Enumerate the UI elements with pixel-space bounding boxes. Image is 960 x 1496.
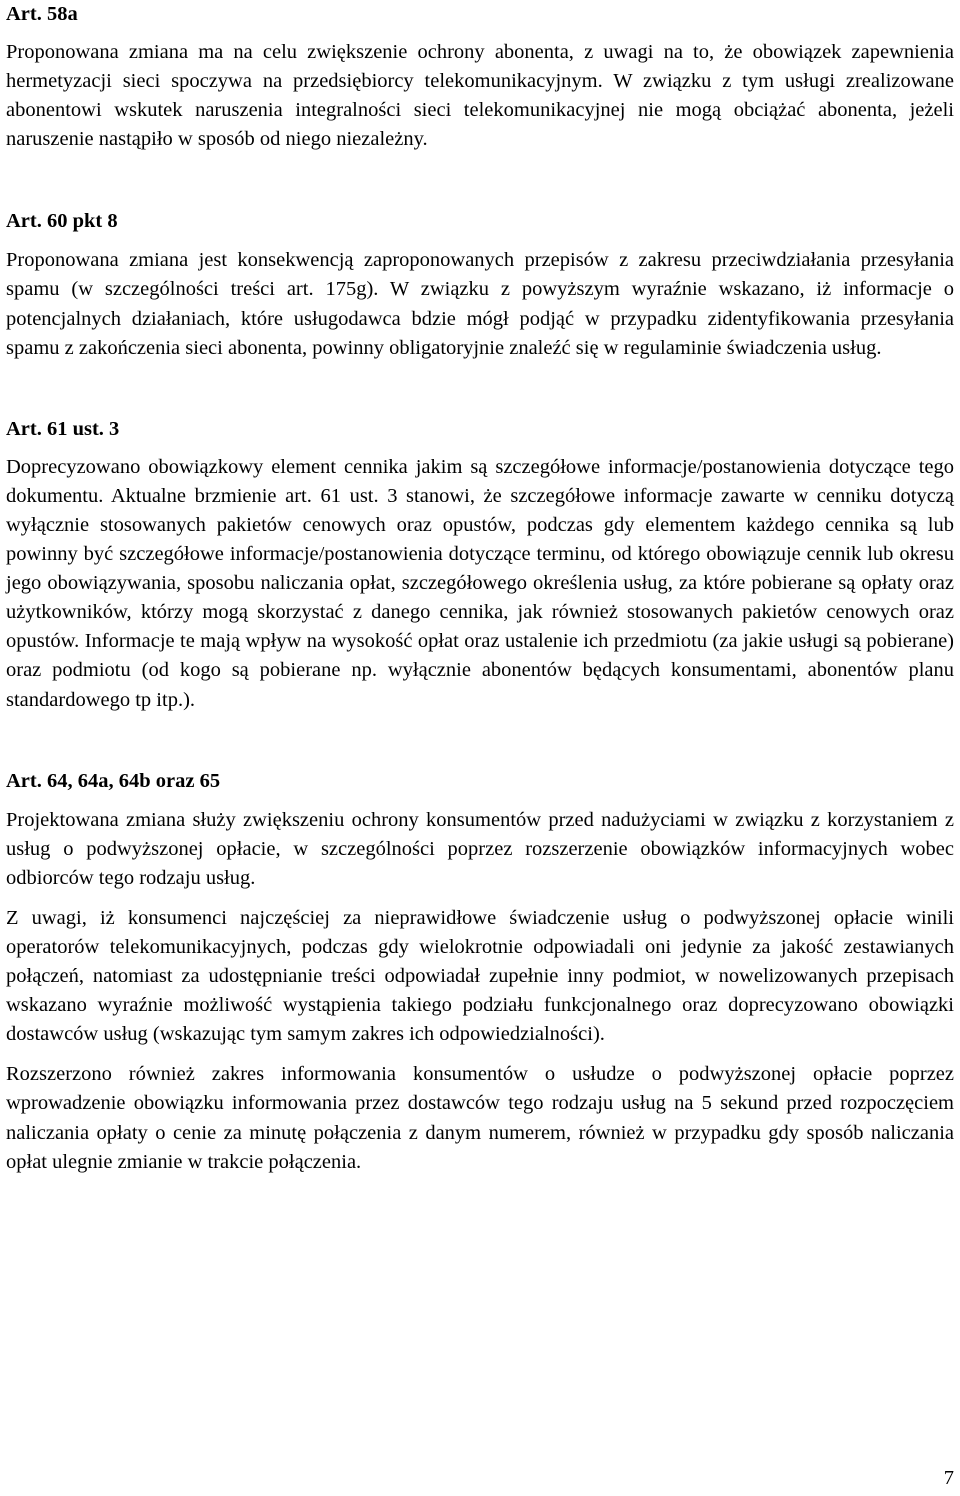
section-paragraph: Proponowana zmiana ma na celu zwiększenie ochrony abonenta, z uwagi na to, że obowiązek zapewnienia hermetyzacji sieci spoczywa na przedsiębiorcy telekomunikacyjnym. W związku z tym usługi zrealizowane abonentowi wskutek naruszenia integralności sieci telekomunikacyjnej nie mogą obciążać abonenta, jeżeli naruszenie nastąpiło w sposób od niego niezależny.: [6, 41, 954, 151]
section-heading-art-58a: Art. 58a: [6, 3, 78, 25]
section-paragraph: Z uwagi, iż konsumenci najczęściej za nieprawidłowe świadczenie usług o podwyższonej opłacie winili operatorów telekomunikacyjnych, podczas gdy wielokrotnie odpowiadali oni jedynie za jakość zestawianych połączeń, natomiast za udostępnianie treści odpowiadał zupełnie inny podmiot, w nowelizowanych przepisach wskazano wyraźnie możliwość wystąpienia takiego podziału funkcjonalnego oraz doprecyzowano obowiązki dostawców usług (wskazując tym samym zakres ich odpowiedzialności).: [6, 906, 954, 1046]
section-heading-art-61-ust-3: Art. 61 ust. 3: [6, 417, 120, 440]
section-heading-art-60-pkt-8: Art. 60 pkt 8: [6, 210, 118, 233]
section-paragraph: Proponowana zmiana jest konsekwencją zaproponowanych przepisów z zakresu przeciwdziałania przesyłania spamu (w szczególności treści art. 175g). W związku z powyższym wyraźnie wskazano, iż informacje o potencjalnych działaniach, które usługodawca bdzie mógł podjąć w przypadku zidentyfikowania przesyłania spamu z zakończenia sieci abonenta, powinny obligatoryjnie znaleźć się w regulaminie świadczenia usług.: [6, 249, 954, 359]
document-page: [6, 0, 954, 1177]
section-paragraph: Doprecyzowano obowiązkowy element cennika jakim są szczegółowe informacje/postanowienia dotyczące tego dokumentu. Aktualne brzmienie art. 61 ust. 3 stanowi, że szczegółowe informacje zawarte w cenniku dotyczą wyłącznie stosowanych pakietów cenowych oraz opustów, podczas gdy elementem każdego cennika są lub powinny być szczegółowe informacje/postanowienia dotyczące terminu, od którego obowiązuje cennik lub okresu jego obowiązywania, sposobu naliczania opłat, szczegółowego określenia usług, za które pobierane są opłaty oraz użytkowników, którzy mogą skorzystać z danego cennika, jak również stosowanych pakietów cenowych oraz opustów. Informacje te mają wpływ na wysokość opłat oraz ustalenie ich przedmiotu (za jakie usługi są pobierane) oraz podmiotu (od kogo są pobierane np. wyłącznie abonentów będących konsumentami, abonentów planu standardowego tp itp.).: [6, 455, 954, 711]
page-number: 7: [943, 1467, 954, 1489]
section-heading-art-64: Art. 64, 64a, 64b oraz 65: [6, 769, 221, 792]
section-paragraph: Projektowana zmiana służy zwiększeniu ochrony konsumentów przed nadużyciami w związku z korzystaniem z usług o podwyższonej opłacie, w szczególności poprzez rozszerzenie obowiązków informacyjnych wobec odbiorców tego rodzaju usług.: [6, 808, 954, 889]
section-paragraph: Rozszerzono również zakres informowania konsumentów o usłudze o podwyższonej opłacie poprzez wprowadzenie obowiązku informowania przez dostawców tego rodzaju usług na 5 sekund przed rozpoczęciem naliczania opłaty o cenie za minutę połączenia z danym numerem, również w przypadku gdy sposób naliczania opłat ulegnie zmianie w trakcie połączenia.: [6, 1063, 954, 1173]
